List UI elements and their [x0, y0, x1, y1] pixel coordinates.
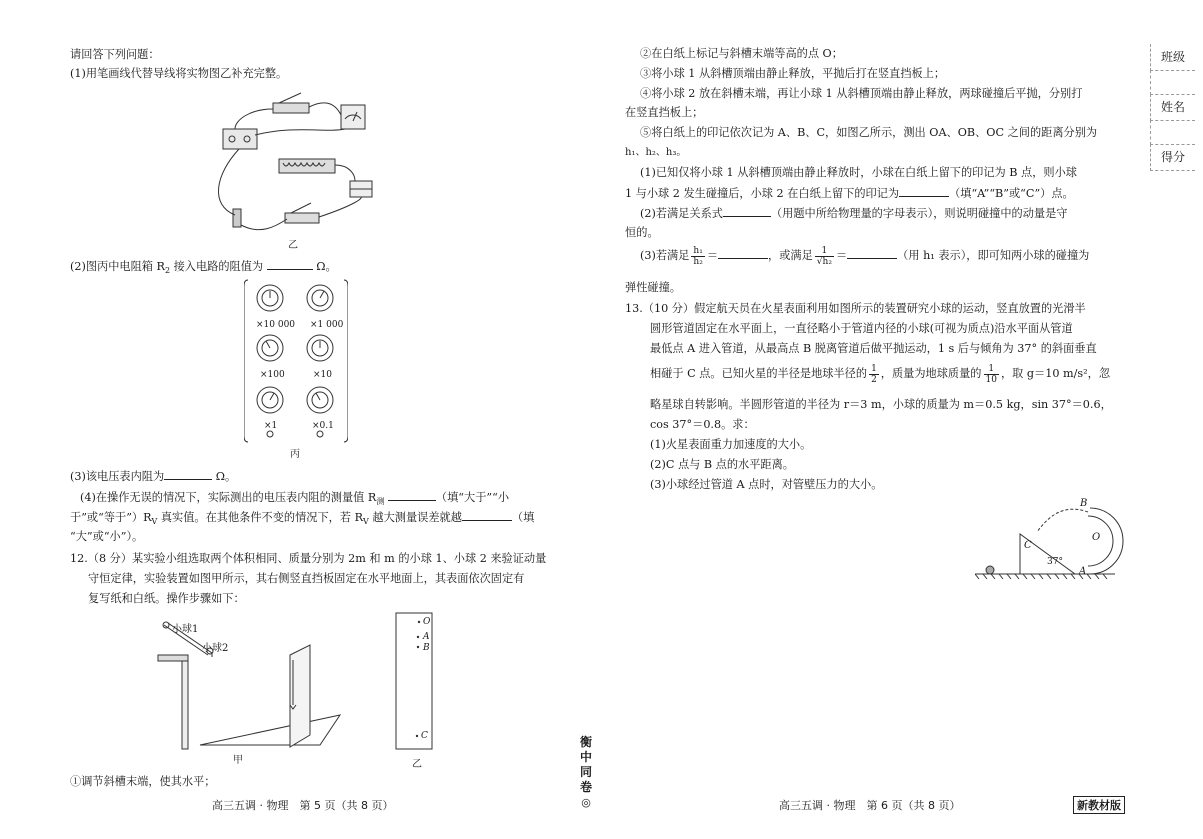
figure-yi-caption: 乙: [288, 240, 298, 251]
step-3: ③将小球 1 从斜槽顶端由静止释放，平抛后打在竖直挡板上；: [640, 67, 946, 80]
tube-label-B: B: [1080, 498, 1088, 509]
intro-line: 请回答下列问题：: [70, 48, 160, 61]
ball-1-label: 小球1: [172, 624, 199, 635]
problem-13-line5: 略星球自转影响。半圆形管道的半径为 r＝3 m，小球的质量为 m＝0.5 kg，sin 37°＝0.6，: [650, 398, 1112, 411]
step-4-line2: 在竖直挡板上；: [625, 106, 704, 119]
question-1: (1)用笔画线代替导线将实物图乙补充完整。: [70, 67, 288, 80]
multiplier-1000: ×1 000: [310, 320, 344, 330]
figure-yi2-caption: 乙: [412, 759, 422, 770]
answer-blank-r3b[interactable]: [847, 247, 897, 259]
answer-blank-q4b[interactable]: [462, 509, 512, 521]
point-O: O: [423, 617, 431, 627]
circuit-diagram: [205, 85, 395, 245]
question-4-line2: 于”或“等于$”)R_V$ 真实值。在其他条件不变的情况下，若 $R_V$ 越大测量误差就越 （填: [70, 511, 535, 527]
step-5-line2: h₁、h₂、h₃。: [625, 147, 687, 158]
point-A: A: [423, 632, 430, 642]
problem-12-line3: 复写纸和白纸。操作步骤如下：: [88, 592, 245, 605]
edition-badge: 新教材版: [1073, 796, 1125, 814]
question-3: (3)该电压表内阻为 Ω。: [70, 470, 237, 483]
problem-13-q2: (2)C 点与 B 点的水平距离。: [650, 458, 794, 471]
multiplier-10000: ×10 000: [256, 320, 296, 330]
answer-blank-q2[interactable]: [267, 258, 313, 270]
answer-blank-q3[interactable]: [164, 468, 212, 480]
right-q3-line1: (3)若满足 $\frac{\text{h₁}}{\text{h₂}}$ ＝ ，或满足 $\frac{1}{\text{√h₂}}$ ＝ （用 h₁ 表示），即可知两小球的碰撞为: [640, 245, 1090, 267]
answer-blank-q4a[interactable]: [388, 489, 436, 501]
question-2: (2)图丙中电阻箱 $R_2$ 接入电路的阻值为 Ω。: [70, 260, 337, 276]
multiplier-10: ×10: [313, 370, 332, 380]
answer-blank-r1[interactable]: [899, 185, 949, 197]
side-blank-2[interactable]: [1150, 120, 1195, 145]
figure-bing-caption: 丙: [290, 449, 300, 460]
step-4-line1: ④将小球 2 放在斜槽末端，再让小球 1 从斜槽顶端由静止释放，两球碰撞后平抛，分别打: [640, 87, 1083, 100]
step-5-line1: ⑤将白纸上的印记依次记为 A、B、C，如图乙所示，测出 OA、OB、OC 之间的距离分别为: [640, 126, 1098, 139]
side-name: 姓名: [1150, 94, 1195, 121]
question-4-line3: “大”或“小”）。: [70, 530, 144, 543]
question-4-line1: (4)在操作无误的情况下，实际测出的电压表内阻的测量值 $R_测$ （填“大于”“小: [80, 491, 510, 507]
tube-diagram: [975, 494, 1135, 586]
figure-jia-caption: 甲: [233, 755, 243, 766]
step-1: ①调节斜槽末端，使其水平；: [70, 775, 216, 788]
tube-label-A: A: [1079, 566, 1087, 577]
problem-13-line1: 13.（10 分）假定航天员在火星表面利用如图所示的装置研究小球的运动，竖直放置的光滑半: [625, 302, 1086, 315]
problem-13-line6: cos 37°＝0.8。求：: [650, 418, 755, 431]
answer-blank-r2[interactable]: [723, 205, 771, 217]
side-score: 得分: [1150, 144, 1195, 171]
multiplier-100: ×100: [260, 370, 285, 380]
footer-right: 高三五调 · 物理 第 6 页（共 8 页）: [779, 799, 961, 812]
point-C: C: [421, 731, 428, 741]
problem-13-line4: 相碰于 C 点。已知火星的半径是地球半径的 $\frac{1}{2}$ ，质量为地球质量的 $\frac{1}{10}$ ，取 g＝10 m/s²，忽: [650, 363, 1111, 385]
side-class: 班级: [1150, 44, 1195, 71]
point-B: B: [423, 643, 430, 653]
problem-12-line1: 12.（8 分）某实验小组选取两个体积相同、质量分别为 2m 和 m 的小球 1、小球 2 来验证动量: [70, 552, 547, 565]
ball-2-label: 小球2: [202, 643, 229, 654]
multiplier-1: ×1: [264, 421, 278, 431]
answer-blank-r3a[interactable]: [718, 247, 768, 259]
right-q3-line2: 弹性碰撞。: [625, 281, 681, 294]
problem-13-q3: (3)小球经过管道 A 点时，对管壁压力的大小。: [650, 478, 883, 491]
side-blank-1[interactable]: [1150, 70, 1195, 95]
tube-label-C: C: [1024, 540, 1032, 551]
right-q2-line2: 恒的。: [625, 226, 659, 239]
right-q1-line1: (1)已知仅将小球 1 从斜槽顶端由静止释放时，小球在白纸上留下的印记为 B 点，则小球: [640, 166, 1077, 179]
right-q2-line1: (2)若满足关系式 （用题中所给物理量的字母表示），则说明碰撞中的动量是守: [640, 207, 1068, 220]
step-2: ②在白纸上标记与斜槽末端等高的点 O；: [640, 47, 843, 60]
problem-13-line3: 最低点 A 进入管道，从最高点 B 脱离管道后做平抛运动，1 s 后与倾角为 37° 的斜面垂直: [650, 342, 1097, 355]
multiplier-0.1: ×0.1: [312, 421, 334, 431]
footer-left: 高三五调 · 物理 第 5 页（共 8 页）: [212, 799, 394, 812]
seal-stamp: 衡 中 同 卷 ◎: [579, 735, 592, 809]
problem-12-line2: 守恒定律，实验装置如图甲所示，其右侧竖直挡板固定在水平地面上，其表面依次固定有: [88, 572, 525, 585]
problem-13-q1: (1)火星表面重力加速度的大小。: [650, 438, 812, 451]
right-q1-line2: 1 与小球 2 发生碰撞后，小球 2 在白纸上留下的印记为 （填“A”“B”或“C”）点。: [625, 187, 1074, 200]
problem-13-line2: 圆形管道固定在水平面上，一直径略小于管道内径的小球(可视为质点)沿水平面从管道: [650, 322, 1073, 335]
tube-label-O: O: [1092, 532, 1101, 543]
tube-label-angle: 37°: [1047, 557, 1063, 567]
